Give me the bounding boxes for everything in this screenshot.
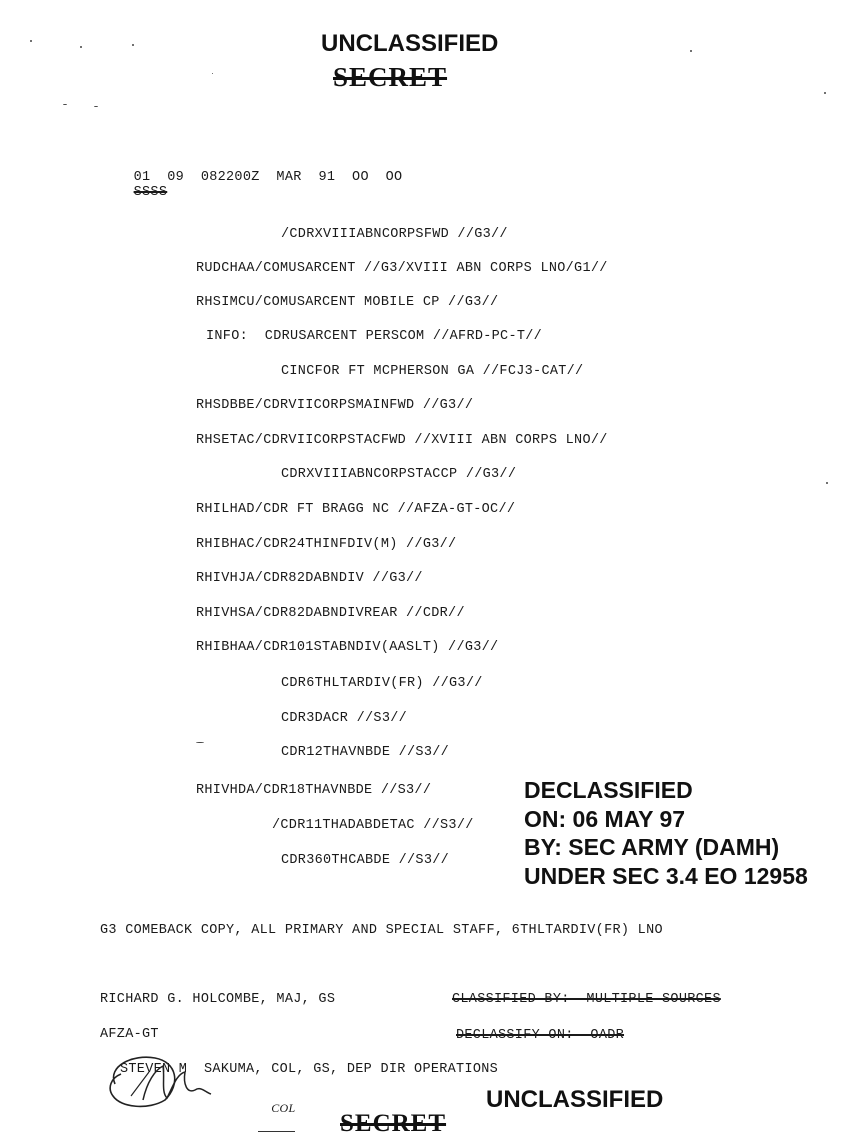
address-line: RHSDBBE/CDRVIICORPSMAINFWD //G3//	[196, 398, 474, 413]
address-line: CDR360THCABDE //S3//	[281, 853, 450, 868]
declassified-authority: BY: SEC ARMY (DAMH)	[524, 834, 780, 860]
scan-speck	[30, 40, 32, 42]
scan-speck	[94, 106, 98, 107]
scan-speck	[80, 46, 82, 48]
declassify-on-struck: DECLASSIFY ON: OADR	[456, 1028, 625, 1043]
address-line: RHIVHDA/CDR18THAVNBDE //S3//	[196, 783, 432, 798]
address-line: RUDCHAA/COMUSARCENT //G3/XVIII ABN CORPS LNO/G1//	[196, 261, 608, 276]
address-line: RHIVHSA/CDR82DABNDIVREAR //CDR//	[196, 606, 465, 621]
scan-speck	[690, 50, 692, 52]
office-line: AFZA-GT	[100, 1027, 159, 1042]
scan-speck	[824, 92, 826, 94]
classification-bottom: UNCLASSIFIED	[486, 1086, 664, 1113]
address-line: RHIBHAA/CDR101STABNDIV(AASLT) //G3//	[196, 640, 499, 655]
declassified-date: ON: 06 MAY 97	[524, 805, 686, 832]
scan-speck	[826, 482, 828, 484]
address-line: CDRXVIIIABNCORPSTACCP //G3//	[281, 467, 517, 482]
signature-rank-text: COL	[271, 1101, 296, 1115]
address-line-info: INFO: CDRUSARCENT PERSCOM //AFRD-PC-T//	[206, 329, 543, 344]
address-line: RHSETAC/CDRVIICORPSTACFWD //XVIII ABN CORPS LNO//	[196, 433, 608, 448]
signature-rank	[258, 1086, 295, 1132]
classified-by-struck: CLASSIFIED BY: MULTIPLE SOURCES	[452, 992, 721, 1007]
address-line: RHSIMCU/COMUSARCENT MOBILE CP //G3//	[196, 295, 499, 310]
secret-mark-bottom-text: SECRET	[340, 1110, 447, 1137]
declassified-basis: UNDER SEC 3.4 EO 12958	[524, 862, 808, 889]
handwritten-signature	[103, 1052, 233, 1112]
declassified-label: DECLASSIFIED	[524, 777, 693, 803]
address-line: CINCFOR FT MCPHERSON GA //FCJ3-CAT//	[281, 364, 584, 379]
scan-speck	[132, 44, 134, 46]
address-line: CDR12THAVNBDE //S3//	[281, 745, 450, 760]
secret-mark-top	[333, 62, 447, 93]
address-line: RHIVHJA/CDR82DABNDIV //G3//	[196, 571, 423, 586]
address-line: /CDRXVIIIABNCORPSFWD //G3//	[281, 227, 508, 242]
scan-speck	[196, 742, 204, 743]
declassification-stamp	[524, 776, 808, 890]
dtg-struck-text: SSSS	[133, 185, 168, 200]
drafter-line: RICHARD G. HOLCOMBE, MAJ, GS	[100, 992, 336, 1007]
address-line: CDR6THLTARDIV(FR) //G3//	[281, 676, 483, 691]
secret-mark-top-text: SECRET	[333, 62, 448, 92]
address-line: /CDR11THADABDETAC //S3//	[272, 818, 474, 833]
dtg-line	[100, 155, 402, 215]
distribution-line: G3 COMEBACK COPY, ALL PRIMARY AND SPECIAL STAFF, 6THLTARDIV(FR) LNO	[100, 923, 663, 938]
releaser-line: STEVEN M SAKUMA, COL, GS, DEP DIR OPERATIONS	[120, 1062, 499, 1077]
secret-mark-bottom	[340, 1110, 446, 1138]
classification-top: UNCLASSIFIED	[321, 30, 499, 57]
scan-speck	[212, 73, 213, 74]
address-line: RHILHAD/CDR FT BRAGG NC //AFZA-GT-OC//	[196, 502, 516, 517]
scan-speck	[63, 104, 67, 105]
address-line: CDR3DACR //S3//	[281, 711, 408, 726]
dtg-text: 01 09 082200Z MAR 91 OO OO	[133, 170, 403, 185]
address-line: RHIBHAC/CDR24THINFDIV(M) //G3//	[196, 537, 457, 552]
